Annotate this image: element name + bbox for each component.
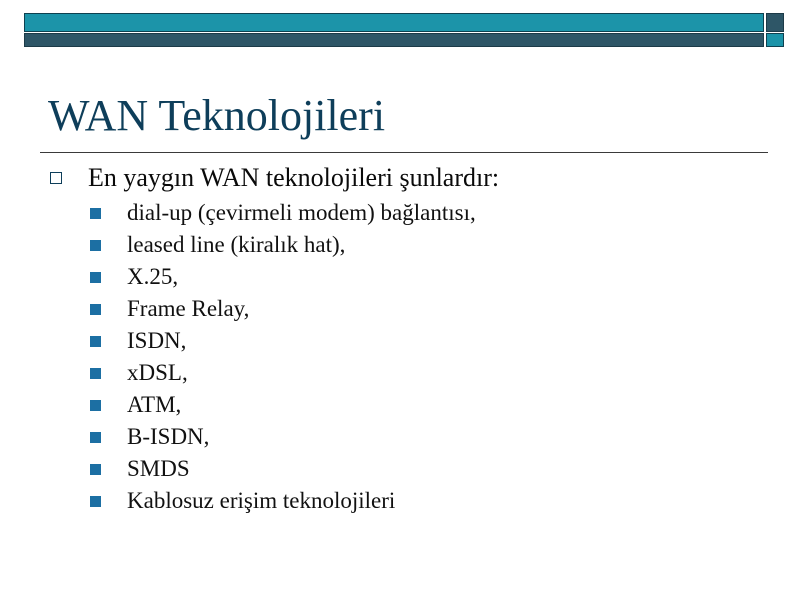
square-bullet-icon xyxy=(90,464,101,475)
list-item-text: Kablosuz erişim teknolojileri xyxy=(127,488,396,513)
header-square-top xyxy=(766,13,784,32)
main-bullet-text: En yaygın WAN teknolojileri şunlardır: xyxy=(88,163,500,192)
list-item xyxy=(90,325,476,357)
header-square-bottom xyxy=(766,33,784,47)
header-bar-top xyxy=(24,13,764,32)
hollow-square-bullet-icon xyxy=(50,172,62,184)
list-item-text: ATM, xyxy=(127,392,182,417)
list-item-text: dial-up (çevirmeli modem) bağlantısı, xyxy=(127,200,476,225)
square-bullet-icon xyxy=(90,496,101,507)
square-bullet-icon xyxy=(90,336,101,347)
list-item xyxy=(90,229,476,261)
square-bullet-icon xyxy=(90,208,101,219)
slide-title: WAN Teknolojileri xyxy=(48,91,386,140)
square-bullet-icon xyxy=(90,432,101,443)
list-item-text: Frame Relay, xyxy=(127,296,250,321)
square-bullet-icon xyxy=(90,240,101,251)
list-item-text: xDSL, xyxy=(127,360,188,385)
list-item xyxy=(90,261,476,293)
square-bullet-icon xyxy=(90,272,101,283)
list-item-text: B-ISDN, xyxy=(127,424,210,449)
title-divider xyxy=(40,152,768,153)
list-item xyxy=(90,485,476,517)
list-item-text: ISDN, xyxy=(127,328,187,353)
list-item xyxy=(90,389,476,421)
list-item-text: leased line (kiralık hat), xyxy=(127,232,346,257)
list-item-text: SMDS xyxy=(127,456,190,481)
list-item xyxy=(90,421,476,453)
list-item-text: X.25, xyxy=(127,264,179,289)
list-item xyxy=(90,293,476,325)
list-item xyxy=(90,357,476,389)
square-bullet-icon xyxy=(90,400,101,411)
header-bar-bottom xyxy=(24,33,764,47)
list-item xyxy=(90,453,476,485)
square-bullet-icon xyxy=(90,368,101,379)
technology-list xyxy=(90,197,476,517)
list-item xyxy=(90,197,476,229)
main-bullet xyxy=(50,163,499,193)
square-bullet-icon xyxy=(90,304,101,315)
